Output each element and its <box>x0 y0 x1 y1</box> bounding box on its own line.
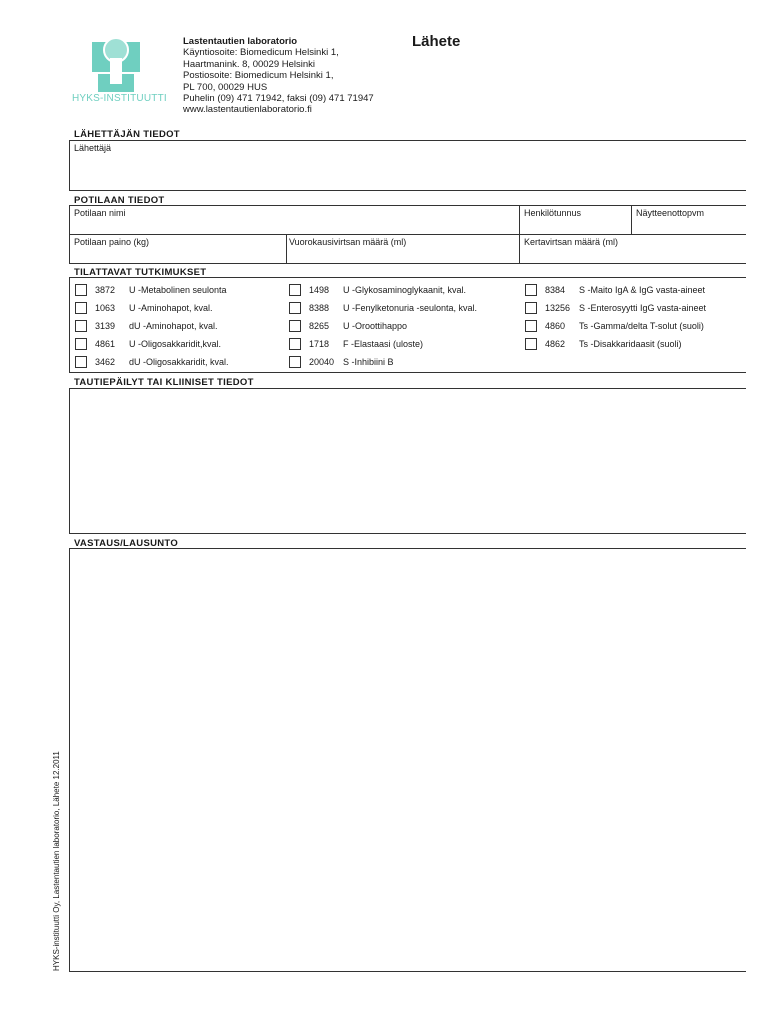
logo-text: HYKS-INSTITUUTTI <box>72 93 167 104</box>
response-section-title: VASTAUS/LAUSUNTO <box>74 538 179 549</box>
test-item[interactable] <box>289 356 394 368</box>
sender-label: Lähettäjä <box>74 143 112 153</box>
test-item[interactable] <box>525 338 682 350</box>
ssn-field[interactable] <box>520 206 631 234</box>
test-name: S -Maito IgA & IgG vasta-aineet <box>579 285 706 295</box>
test-item[interactable] <box>75 320 218 332</box>
test-item[interactable] <box>525 284 705 296</box>
test-checkbox[interactable] <box>75 320 87 332</box>
ssn-label: Henkilötunnus <box>524 208 582 218</box>
test-name: dU -Oligosakkaridit, kval. <box>129 357 229 367</box>
address-line: Haartmanink. 8, 00029 Helsinki <box>183 58 316 70</box>
patient-info-box <box>69 205 746 264</box>
daily-urine-field[interactable] <box>287 235 519 264</box>
test-name: U -Glykosaminoglykaanit, kval. <box>343 285 467 295</box>
sender-section-title: LÄHETTÄJÄN TIEDOT <box>74 129 180 140</box>
sample-date-label: Näytteenottopvm <box>636 208 705 218</box>
divider <box>69 372 746 373</box>
test-name: U -Oligosakkaridit,kval. <box>129 339 222 349</box>
test-checkbox[interactable] <box>289 356 301 368</box>
patient-section-title: POTILAAN TIEDOT <box>74 195 165 206</box>
patient-name-label: Potilaan nimi <box>74 208 126 218</box>
test-checkbox[interactable] <box>289 284 301 296</box>
test-item[interactable] <box>75 356 229 368</box>
address-line: Postiosoite: Biomedicum Helsinki 1, <box>183 70 334 82</box>
test-checkbox[interactable] <box>289 302 301 314</box>
test-checkbox[interactable] <box>525 338 537 350</box>
test-item[interactable] <box>75 302 213 314</box>
document-title: Lähete <box>412 33 461 50</box>
test-checkbox[interactable] <box>75 338 87 350</box>
test-checkbox[interactable] <box>75 356 87 368</box>
test-item[interactable] <box>289 302 477 314</box>
test-name: S -Enterosyytti IgG vasta-aineet <box>579 303 707 313</box>
test-code: 4862 <box>545 339 566 349</box>
test-checkbox[interactable] <box>289 320 301 332</box>
test-name: U -Aminohapot, kval. <box>129 303 213 313</box>
test-code: 8384 <box>545 285 566 295</box>
patient-name-field[interactable] <box>70 206 519 234</box>
test-code: 20040 <box>309 357 335 367</box>
test-name: U -Metabolinen seulonta <box>129 285 227 295</box>
test-code: 8265 <box>309 321 330 331</box>
test-name: dU -Aminohapot, kval. <box>129 321 218 331</box>
daily-urine-label: Vuorokausivirtsan määrä (ml) <box>289 237 407 247</box>
organization-info <box>183 36 374 116</box>
side-footer-text: HYKS-instituutti Oy, Lastentautien laboratorio, Lähete 12.2011 <box>52 751 61 971</box>
single-urine-label: Kertavirtsan määrä (ml) <box>524 237 619 247</box>
sender-field[interactable] <box>69 140 746 191</box>
test-checkbox[interactable] <box>289 338 301 350</box>
diagnosis-section-title: TAUTIEPÄILYT TAI KLIINISET TIEDOT <box>74 377 254 388</box>
divider <box>69 277 70 372</box>
test-item[interactable] <box>289 338 423 350</box>
tests-section-title: TILATTAVAT TUTKIMUKSET <box>74 267 207 278</box>
test-code: 1718 <box>309 339 330 349</box>
test-name: Ts -Disakkaridaasit (suoli) <box>579 339 682 349</box>
test-code: 1063 <box>95 303 116 313</box>
test-name: U -Oroottihappo <box>343 321 408 331</box>
weight-label: Potilaan paino (kg) <box>74 237 150 247</box>
test-code: 4861 <box>95 339 116 349</box>
test-code: 1498 <box>309 285 330 295</box>
divider <box>69 277 746 278</box>
test-name: U -Fenylketonuria -seulonta, kval. <box>343 303 478 313</box>
test-name: Ts -Gamma/delta T-solut (suoli) <box>579 321 704 331</box>
test-item[interactable] <box>289 320 407 332</box>
test-item[interactable] <box>525 320 704 332</box>
address-line: PL 700, 00029 HUS <box>183 81 268 93</box>
single-urine-field[interactable] <box>520 235 746 264</box>
test-code: 3872 <box>95 285 116 295</box>
test-item[interactable] <box>75 284 227 296</box>
test-code: 13256 <box>545 303 571 313</box>
weight-field[interactable] <box>70 235 286 264</box>
test-code: 4860 <box>545 321 566 331</box>
address-line: Puhelin (09) 471 71942, faksi (09) 471 71947 <box>183 93 374 105</box>
test-name: S -Inhibiini B <box>343 357 394 367</box>
response-field[interactable] <box>69 548 746 972</box>
test-name: F -Elastaasi (uloste) <box>343 339 424 349</box>
test-item[interactable] <box>525 302 706 314</box>
address-line: Käyntiosoite: Biomedicum Helsinki 1, <box>183 47 339 59</box>
sample-date-field[interactable] <box>632 206 746 234</box>
diagnosis-field[interactable] <box>69 388 746 534</box>
org-name: Lastentautien laboratorio <box>183 36 298 47</box>
test-checkbox[interactable] <box>75 284 87 296</box>
test-checkbox[interactable] <box>525 284 537 296</box>
test-code: 8388 <box>309 303 330 313</box>
test-code: 3462 <box>95 357 116 367</box>
test-checkbox[interactable] <box>525 320 537 332</box>
test-checkbox[interactable] <box>525 302 537 314</box>
test-checkbox[interactable] <box>75 302 87 314</box>
hyks-logo-icon <box>72 36 162 96</box>
test-code: 3139 <box>95 321 116 331</box>
test-item[interactable] <box>289 284 466 296</box>
address-line: www.lastentautienlaboratorio.fi <box>183 104 312 116</box>
test-item[interactable] <box>75 338 221 350</box>
